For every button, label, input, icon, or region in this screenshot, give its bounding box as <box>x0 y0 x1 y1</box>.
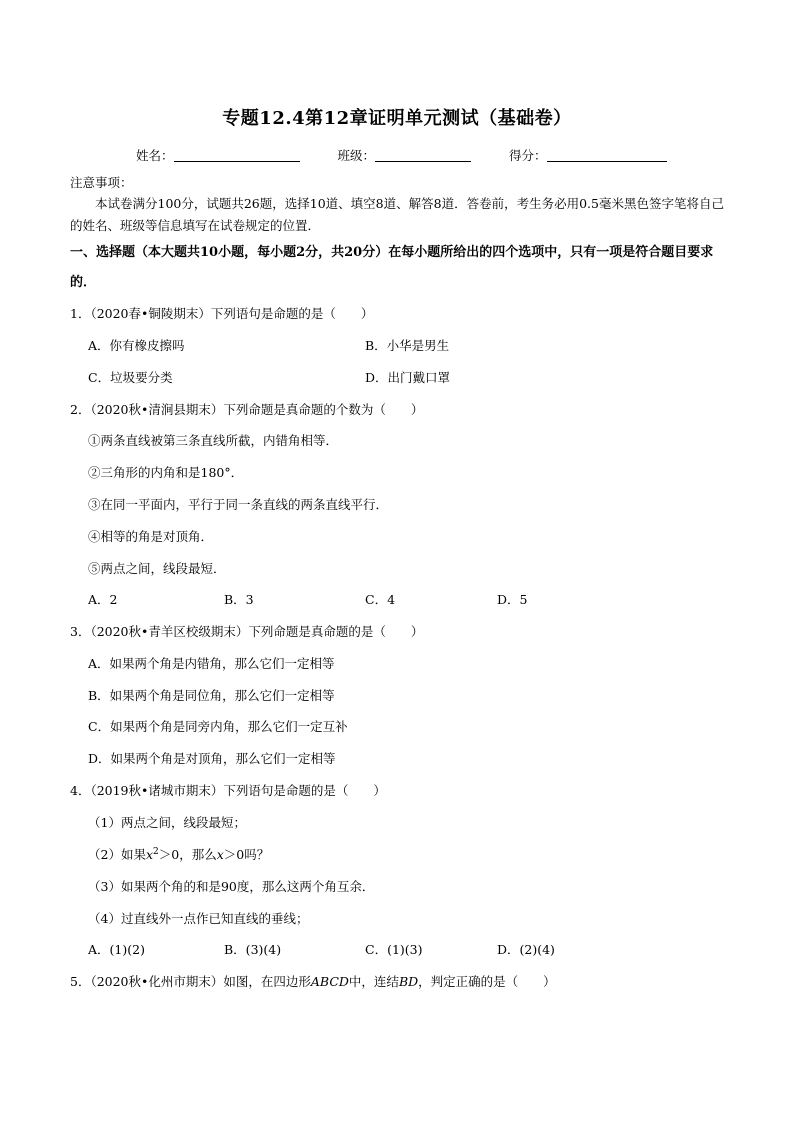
q5-var-bd: BD <box>398 974 419 989</box>
score-field[interactable] <box>509 146 667 164</box>
q2-statement-4: ④相等的角是对顶角． <box>88 529 214 544</box>
student-info-row <box>136 146 701 164</box>
class-label: 班级： <box>337 148 376 163</box>
q5-stem-suffix: ，判定正确的是（ ） <box>418 974 556 989</box>
notes-heading: 注意事项： <box>70 175 133 190</box>
q2-option-a[interactable]: A．2 <box>88 592 118 607</box>
q5-stem <box>70 972 556 990</box>
q4-s2-prefix: （2）如果 <box>88 847 146 862</box>
q3-stem: 3．（2020秋•青羊区校级期末）下列命题是真命题的是（ ） <box>70 624 424 639</box>
q2-statement-1: ①两条直线被第三条直线所截，内错角相等． <box>88 433 339 448</box>
q5-stem-middle: 中，连结 <box>348 974 399 989</box>
q5-stem-prefix: 5．（2020秋•化州市期末）如图，在四边形 <box>70 974 311 989</box>
q4-statement-4: （4）过直线外一点作已知直线的垂线； <box>88 911 309 926</box>
q4-s2-exponent: 2 <box>153 846 159 857</box>
q4-statement-2 <box>88 845 269 863</box>
q2-option-c[interactable]: C．4 <box>365 592 396 607</box>
notes-text: 本试卷满分100分，试题共26题，选择10道、填空8道、解答8道．答卷前，考生务必用0.5毫米黑色签字笔将自己的姓名、班级等信息填写在试卷规定的位置． <box>70 196 724 233</box>
q1-stem: 1．（2020春•铜陵期末）下列语句是命题的是（ ） <box>70 306 374 321</box>
q2-statement-5: ⑤两点之间，线段最短． <box>88 561 226 576</box>
q4-s2-suffix: ＞0吗？ <box>223 847 270 862</box>
q3-option-c[interactable]: C．如果两个角是同旁内角，那么它们一定互补 <box>88 719 348 734</box>
section-1-heading: 一、选择题（本大题共10小题，每小题2分，共20分）在每小题所给出的四个选项中，只有一项是符合题目要求的． <box>70 245 714 290</box>
q2-stem: 2．（2020秋•清涧县期末）下列命题是真命题的个数为（ ） <box>70 402 424 417</box>
q3-option-a[interactable]: A．如果两个角是内错角，那么它们一定相等 <box>88 656 335 671</box>
name-field[interactable] <box>136 146 300 164</box>
class-blank[interactable] <box>375 149 471 162</box>
q2-statement-3: ③在同一平面内，平行于同一条直线的两条直线平行． <box>88 497 389 512</box>
q4-stem: 4．（2019秋•诸城市期末）下列语句是命题的是（ ） <box>70 783 386 798</box>
q4-option-c[interactable]: C．(1)(3) <box>365 942 423 957</box>
q1-option-d[interactable]: D．出门戴口罩 <box>365 370 451 385</box>
q4-s2-middle: ＞0，那么 <box>158 847 217 862</box>
class-field[interactable] <box>338 146 472 164</box>
q1-option-b[interactable]: B．小华是男生 <box>365 338 450 353</box>
q4-option-b[interactable]: B．(3)(4) <box>224 942 282 957</box>
q5-var-abcd: ABCD <box>310 974 349 989</box>
q2-option-d[interactable]: D．5 <box>497 592 528 607</box>
q3-option-d[interactable]: D．如果两个角是对顶角，那么它们一定相等 <box>88 751 336 766</box>
page-title: 专题12.4第12章证明单元测试（基础卷） <box>222 108 572 129</box>
q2-statement-2: ②三角形的内角和是180°． <box>88 465 244 480</box>
q1-option-c[interactable]: C．垃圾要分类 <box>88 370 173 385</box>
q4-option-d[interactable]: D．(2)(4) <box>497 942 555 957</box>
name-label: 姓名： <box>136 148 174 163</box>
q1-option-a[interactable]: A．你有橡皮擦吗 <box>88 338 185 353</box>
q4-statement-3: （3）如果两个角的和是90度，那么这两个角互余． <box>88 879 375 894</box>
q4-s2-var-x: x <box>145 847 154 862</box>
q4-statement-1: （1）两点之间，线段最短； <box>88 815 246 830</box>
q4-option-a[interactable]: A．(1)(2) <box>88 942 145 957</box>
name-blank[interactable] <box>174 149 300 162</box>
q4-s2-var-x2: x <box>216 847 224 862</box>
score-blank[interactable] <box>547 149 667 162</box>
q2-option-b[interactable]: B．3 <box>224 592 254 607</box>
score-label: 得分： <box>509 148 547 163</box>
q3-option-b[interactable]: B．如果两个角是同位角，那么它们一定相等 <box>88 688 335 703</box>
